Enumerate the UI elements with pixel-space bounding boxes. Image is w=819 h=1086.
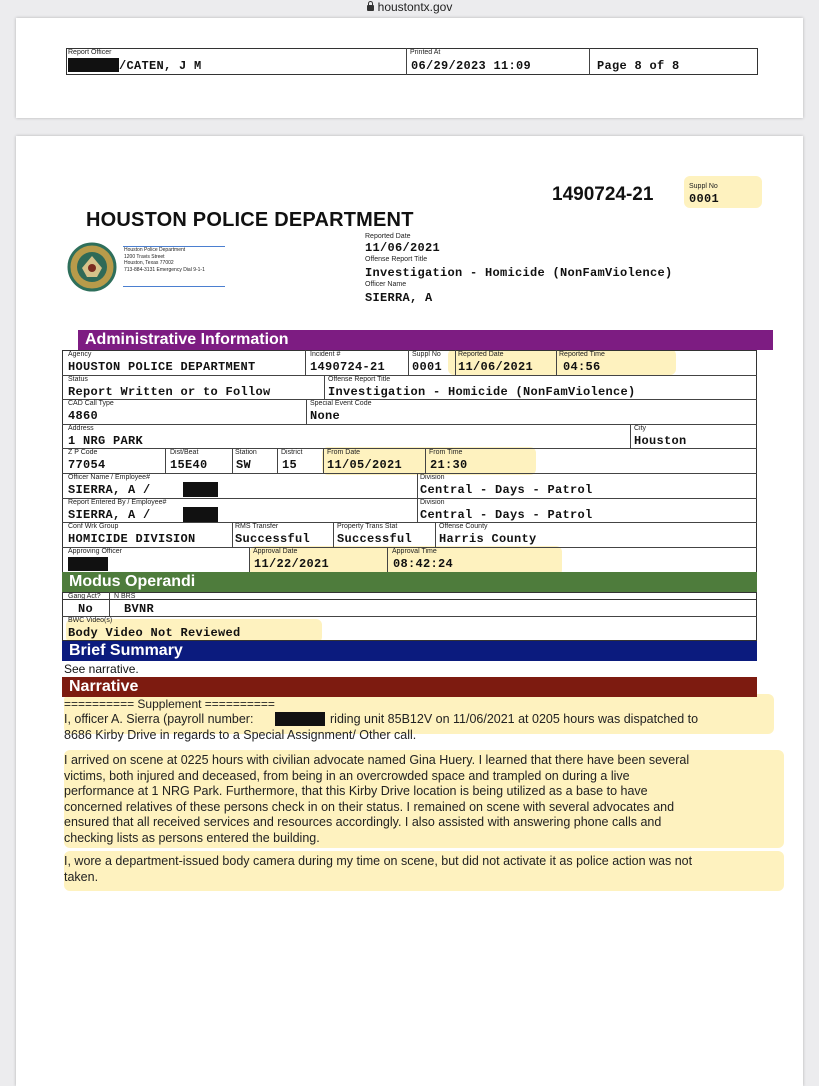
printed-at-value: 06/29/2023 11:09	[411, 59, 532, 73]
special-event-label: Special Event Code	[310, 400, 372, 407]
zip-value: 77054	[68, 458, 106, 472]
conf-value: HOMICIDE DIVISION	[68, 532, 196, 546]
conf-label: Conf Wrk Group	[68, 523, 119, 530]
offense-title-label: Offense Report Title	[365, 256, 428, 263]
approval-date-value: 11/22/2021	[254, 557, 330, 571]
district-label: District	[281, 449, 303, 456]
gang-value: No	[78, 602, 94, 616]
from-date-value: 11/05/2021	[327, 458, 403, 472]
approval-date-label: Approval Date	[253, 548, 298, 555]
redaction-bar	[275, 712, 325, 726]
entered-by-value: SIERRA, A /	[68, 508, 151, 522]
nbrs-label: N BRS	[114, 593, 136, 600]
redaction-bar	[183, 507, 218, 522]
narrative-paragraph-3: I, wore a department-issued body camera during my time on scene, but did not activate it as police action was not taken.	[64, 854, 693, 884]
approval-time-label: Approval Time	[392, 548, 437, 555]
gang-label: Gang Act?	[68, 593, 101, 600]
report-officer-value: /CATEN, J M	[119, 59, 202, 73]
admin-suppl-value: 0001	[412, 360, 443, 374]
offense-title-value: Investigation - Homicide (NonFamViolence)	[365, 266, 673, 280]
reported-date-value: 11/06/2021	[365, 241, 441, 255]
reported-date-label: Reported Date	[365, 233, 411, 240]
status-label: Status	[68, 376, 88, 383]
division-label: Division	[420, 474, 445, 481]
url-text: houstontx.gov	[377, 0, 453, 14]
prop-label: Property Trans Stat	[337, 523, 398, 530]
address-value: 1 NRG PARK	[68, 434, 144, 448]
officer-emp-label: Officer Name / Employee#	[68, 474, 150, 481]
zip-label: Z P Code	[68, 449, 98, 456]
approval-time-value: 08:42:24	[393, 557, 454, 571]
narrative-p1-start: I, officer A. Sierra (payroll number:	[64, 712, 254, 726]
prop-value: Successful	[337, 532, 413, 546]
special-event-value: None	[310, 409, 341, 423]
department-title: HOUSTON POLICE DEPARTMENT	[86, 209, 414, 231]
bwc-value: Body Video Not Reviewed	[68, 626, 241, 640]
section-mo-header: Modus Operandi	[62, 572, 757, 592]
cad-label: CAD Call Type	[68, 400, 114, 407]
printed-at-label: Printed At	[410, 49, 441, 56]
suppl-label: Suppl No	[689, 183, 718, 190]
city-label: City	[634, 425, 647, 432]
section-admin-header: Administrative Information	[78, 330, 773, 350]
station-value: SW	[236, 458, 252, 472]
officer-emp-value: SIERRA, A /	[68, 483, 151, 497]
section-narrative-header: Narrative	[62, 677, 757, 697]
officer-name-value: SIERRA, A	[365, 291, 433, 305]
report-officer-label: Report Officer	[68, 49, 112, 56]
previous-page	[16, 18, 803, 118]
browser-url-bar[interactable]	[0, 0, 819, 16]
rms-value: Successful	[235, 532, 311, 546]
status-value: Report Written or to Follow	[68, 385, 271, 399]
narrative-paragraph-2: I arrived on scene at 0225 hours with civilian advocate named Gina Huery. I learned that there have been several victims, both injured and deceased, from being in an overcrowded space and trampled on during a live performance at 1 NRG Park. Furthermore, that this Kirby Drive location is being utilized as a base to have concerned relatives of these persons check in on their status. I remained on scene with several advocates and ensured that all received services and resources accordingly. I also assisted with answering phone calls and checking lists as persons entered the building.	[64, 753, 690, 845]
logo-address-block: Houston Police Department 1200 Travis Street Houston, Texas 77002 713-884-3131 Emergency Dial 9-1-1	[124, 247, 205, 273]
district-value: 15	[282, 458, 298, 472]
division2-label: Division	[420, 499, 445, 506]
cad-value: 4860	[68, 409, 99, 423]
narrative-p1-line2: 8686 Kirby Drive in regards to a Special Assignment/ Other call.	[64, 728, 417, 742]
reported-time-label: Reported Time	[559, 351, 605, 358]
division2-value: Central - Days - Patrol	[420, 508, 593, 522]
county-value: Harris County	[439, 532, 537, 546]
suppl-value: 0001	[689, 192, 720, 206]
station-label: Station	[235, 449, 257, 456]
incident-number: 1490724-21	[552, 184, 654, 205]
reported-time-value: 04:56	[563, 360, 601, 374]
distbeat-label: Dist/Beat	[170, 449, 199, 456]
section-summary-header: Brief Summary	[62, 641, 757, 661]
agency-value: HOUSTON POLICE DEPARTMENT	[68, 360, 256, 374]
redaction-bar	[68, 58, 119, 72]
incident-label: Incident #	[310, 351, 341, 358]
admin-reported-date-label: Reported Date	[458, 351, 504, 358]
redaction-bar	[183, 482, 218, 497]
entered-by-label: Report Entered By / Employee#	[68, 499, 167, 506]
approving-label: Approving Officer	[68, 548, 122, 555]
page-number: Page 8 of 8	[597, 59, 680, 73]
from-time-value: 21:30	[430, 458, 468, 472]
nbrs-value: BVNR	[124, 602, 155, 616]
report-page	[16, 136, 803, 1086]
admin-reported-date-value: 11/06/2021	[458, 360, 534, 374]
address-label: Address	[68, 425, 94, 432]
hpd-badge-logo	[66, 242, 118, 292]
distbeat-value: 15E40	[170, 458, 208, 472]
summary-text: See narrative.	[64, 662, 139, 676]
supplement-header: ========== Supplement ==========	[64, 697, 275, 711]
admin-offense-title-label: Offense Report Title	[328, 376, 391, 383]
division-value: Central - Days - Patrol	[420, 483, 593, 497]
admin-suppl-label: Suppl No	[412, 351, 441, 358]
narrative-p1-end: riding unit 85B12V on 11/06/2021 at 0205 hours was dispatched to	[330, 712, 699, 726]
from-date-label: From Date	[327, 449, 361, 456]
city-value: Houston	[634, 434, 687, 448]
bwc-label: BWC Video(s)	[68, 617, 113, 624]
incident-value: 1490724-21	[310, 360, 386, 374]
officer-name-label: Officer Name	[365, 281, 407, 288]
rms-label: RMS Transfer	[235, 523, 279, 530]
from-time-label: From Time	[429, 449, 463, 456]
county-label: Offense County	[439, 523, 488, 530]
redaction-bar	[68, 557, 108, 571]
agency-label: Agency	[68, 351, 92, 358]
admin-offense-title-value: Investigation - Homicide (NonFamViolence)	[328, 385, 636, 399]
lock-icon	[367, 5, 374, 11]
